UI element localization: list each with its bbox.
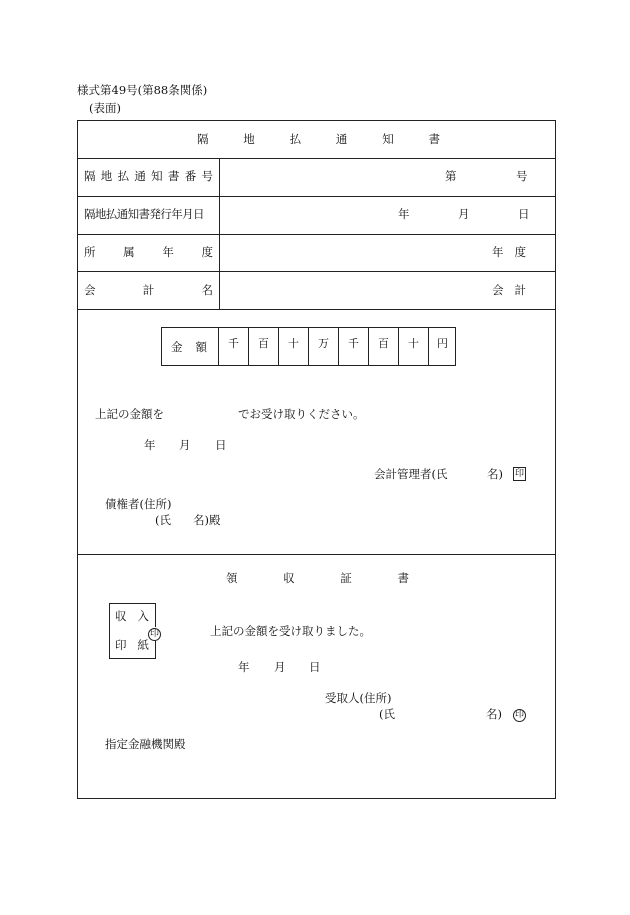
amount-unit-cell: 千	[218, 328, 248, 365]
addressee-label: 指定金融機関殿	[105, 737, 186, 751]
receipt-title: 領 収 証 書	[226, 571, 409, 585]
notice-date-year: 年	[144, 438, 156, 452]
notice-number-prefix: 第	[445, 169, 457, 183]
recipient-seal-icon: 印	[514, 710, 524, 720]
stamp-seal-icon: 印	[149, 629, 159, 639]
recipient-address-label: 受取人(住所)	[325, 691, 392, 705]
issuer-seal-icon: 印	[514, 469, 524, 479]
creditor-name-label: (氏	[155, 513, 171, 527]
form-number: 様式第49号(第88条関係)	[77, 83, 208, 97]
form-side-label: (表面)	[89, 101, 121, 115]
amount-unit-cell: 百	[368, 328, 398, 365]
receipt-date-day: 日	[309, 660, 321, 674]
issue-date-month: 月	[458, 207, 470, 221]
receipt-statement: 上記の金額を受け取りました。	[210, 624, 371, 638]
amount-unit-cell: 円	[428, 328, 456, 365]
revenue-stamp-box: 収 入 印 紙	[109, 603, 156, 659]
amount-unit-cell: 十	[278, 328, 308, 365]
instruction-text: 上記の金額を	[95, 407, 164, 421]
amount-box	[161, 327, 456, 366]
notice-number-suffix: 号	[516, 169, 528, 183]
fiscal-year-label: 所 属 年 度	[84, 245, 213, 259]
fiscal-year-value: 年 度	[492, 245, 526, 259]
issue-date-label: 隔地払通知書発行年月日	[84, 207, 204, 221]
notice-date-month: 月	[179, 438, 191, 452]
issuer-name-end: 名)	[487, 467, 503, 481]
notice-form	[77, 120, 556, 799]
creditor-address-label: 債権者(住所)	[105, 497, 172, 511]
account-name-value: 会 計	[492, 283, 526, 297]
account-name-label: 会 計 名	[84, 283, 213, 297]
notice-title: 隔 地 払 通 知 書	[197, 132, 440, 146]
creditor-name-end: 名)殿	[193, 513, 221, 527]
issue-date-year: 年	[398, 207, 410, 221]
amount-label: 金 額	[171, 340, 207, 354]
receipt-date-month: 月	[274, 660, 286, 674]
amount-unit-cell: 万	[308, 328, 338, 365]
amount-unit-cell: 十	[398, 328, 428, 365]
issuer-label: 会計管理者(氏	[374, 467, 448, 481]
recipient-name-end: 名)	[486, 707, 502, 721]
amount-unit-cell: 百	[248, 328, 278, 365]
notice-date-day: 日	[215, 438, 227, 452]
recipient-name-label: (氏	[379, 707, 395, 721]
notice-number-label: 隔 地 払 通 知 書 番 号	[84, 169, 213, 183]
instruction-text-end: でお受け取りください。	[238, 407, 365, 421]
receipt-date-year: 年	[238, 660, 250, 674]
amount-unit-cell: 千	[338, 328, 368, 365]
issue-date-day: 日	[518, 207, 530, 221]
